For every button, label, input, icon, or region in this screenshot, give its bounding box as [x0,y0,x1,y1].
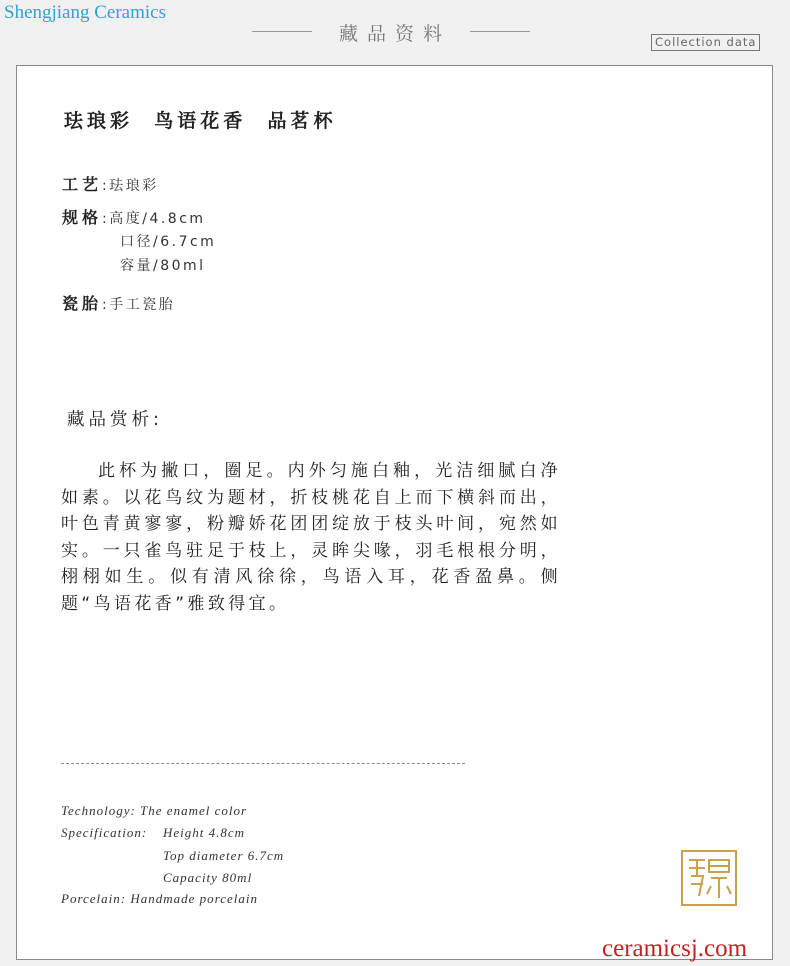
spec-body [62,291,175,314]
en-spec-height: Height 4.8cm [163,825,246,840]
spec-size-height: :高度/4.8cm [102,211,206,227]
spec-craft-label: 工艺 [62,175,103,194]
seal-glyph-icon [683,852,735,904]
spec-body-label: 瓷胎 [62,294,103,313]
seal-stamp-icon [681,850,737,906]
brand-watermark-top: Shengjiang Ceramics [4,2,166,23]
spec-body-value: :手工瓷胎 [102,297,176,313]
spec-craft-value: :珐琅彩 [102,178,159,194]
product-title: 珐琅彩 鸟语花香 品茗杯 [64,110,337,132]
collection-data-tag: Collection data [651,34,760,51]
en-spec-diameter: Top diameter 6.7cm [163,848,285,863]
en-porcelain-line [61,891,258,907]
page-header-title: 藏品资料 [338,23,451,45]
header-divider-right [470,31,530,32]
spec-size [62,205,206,228]
dashed-divider [61,763,465,764]
en-porcelain-value: Handmade porcelain [130,891,259,906]
en-spec-capacity: Capacity 80ml [163,870,253,885]
spec-craft [62,172,159,195]
brand-watermark-bottom: ceramicsj.com [602,935,748,962]
en-technology-value: The enamel color [140,803,248,818]
spec-size-diameter: 口径/6.7cm [120,234,217,250]
en-specification-label: Specification: [61,825,148,840]
en-technology-line [61,803,247,819]
spec-size-capacity: 容量/80ml [120,258,206,274]
appreciation-text: 此杯为撇口，圈足。内外匀施白釉，光洁细腻白净如素。以花鸟纹为题材，折枝桃花自上而下横斜而出，叶色青黄寥寥，粉瓣娇花团团绽放于枝头叶间，宛然如实。一只雀鸟驻足于枝上，灵眸尖喙，羽毛根根分明，栩栩如生。似有清风徐徐，鸟语入耳，花香盈鼻。侧题“鸟语花香”雅致得宜。 [61,461,561,614]
en-technology-label: Technology: [61,803,136,818]
appreciation-title: 藏品赏析: [67,410,163,430]
en-porcelain-label: Porcelain: [61,891,127,906]
collection-card [16,65,773,960]
spec-size-label: 规格 [62,208,103,227]
